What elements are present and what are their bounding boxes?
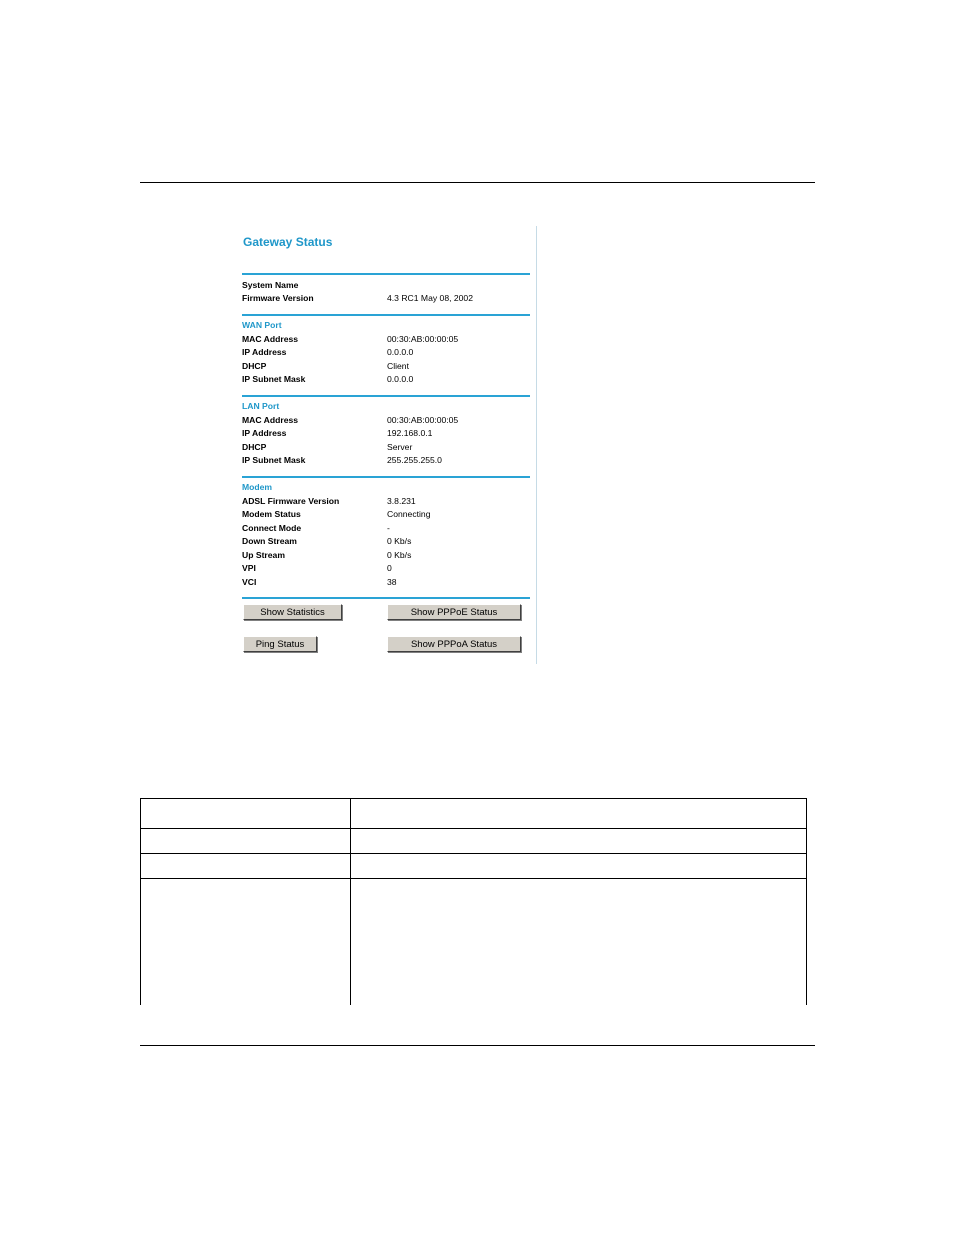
field-label: MAC Address (242, 334, 299, 344)
table-border-left (140, 798, 141, 1005)
show-statistics-button[interactable]: Show Statistics (243, 604, 342, 620)
lan-ip-row (242, 427, 530, 440)
document-table (140, 798, 807, 1005)
field-value: Client (387, 361, 409, 371)
field-label: System Name (242, 280, 299, 290)
field-value: - (387, 523, 390, 533)
field-label: Up Stream (242, 550, 285, 560)
table-row-divider (140, 878, 807, 879)
wan-port-heading: WAN Port (242, 320, 282, 330)
field-label: Connect Mode (242, 523, 302, 533)
field-value: 255.255.255.0 (387, 455, 442, 465)
field-label: IP Subnet Mask (242, 374, 306, 384)
wan-mac-row (242, 333, 530, 346)
field-value: 0 (387, 563, 392, 573)
field-value: Server (387, 442, 413, 452)
lan-dhcp-row (242, 441, 530, 454)
modem-vci-row (242, 576, 530, 589)
table-border-top (140, 798, 807, 799)
field-label: VPI (242, 563, 256, 573)
field-label: MAC Address (242, 415, 299, 425)
field-value: 00:30:AB:00:00:05 (387, 334, 459, 344)
field-value: 3.8.231 (387, 496, 416, 506)
field-label: IP Address (242, 428, 287, 438)
show-pppoa-status-button[interactable]: Show PPPoA Status (387, 636, 521, 652)
field-label: ADSL Firmware Version (242, 496, 340, 506)
wan-ip-row (242, 346, 530, 359)
field-label: VCI (242, 577, 257, 587)
section-divider (242, 476, 530, 478)
field-value: 0.0.0.0 (387, 374, 414, 384)
field-label: Down Stream (242, 536, 297, 546)
ping-status-button[interactable]: Ping Status (243, 636, 317, 652)
field-value: 0.0.0.0 (387, 347, 414, 357)
lan-mac-row (242, 414, 530, 427)
modem-connect-mode-row (242, 522, 530, 535)
table-column-divider (350, 798, 351, 1005)
section-divider (242, 395, 530, 397)
section-divider (242, 597, 530, 599)
field-value: 00:30:AB:00:00:05 (387, 415, 459, 425)
lan-port-heading: LAN Port (242, 401, 280, 411)
lan-subnet-row (242, 454, 530, 467)
modem-downstream-row (242, 535, 530, 548)
modem-upstream-row (242, 549, 530, 562)
field-label: Firmware Version (242, 293, 314, 303)
field-label: Modem Status (242, 509, 301, 519)
field-value: 192.168.0.1 (387, 428, 433, 438)
modem-vpi-row (242, 562, 530, 575)
table-border-right (806, 798, 807, 1005)
section-divider (242, 273, 530, 275)
info-row-system-name (242, 279, 530, 292)
modem-status-row (242, 508, 530, 521)
gateway-status-panel (236, 226, 537, 664)
page-title: Gateway Status (243, 235, 333, 249)
field-value: 0 Kb/s (387, 536, 412, 546)
field-value: 4.3 RC1 May 08, 2002 (387, 293, 473, 303)
show-pppoe-status-button[interactable]: Show PPPoE Status (387, 604, 521, 620)
page-footer-rule (140, 1045, 815, 1046)
field-label: IP Address (242, 347, 287, 357)
modem-firmware-row (242, 495, 530, 508)
field-value: 0 Kb/s (387, 550, 412, 560)
field-value: 38 (387, 577, 397, 587)
field-label: IP Subnet Mask (242, 455, 306, 465)
table-row-divider (140, 828, 807, 829)
wan-dhcp-row (242, 360, 530, 373)
field-label: DHCP (242, 361, 267, 371)
table-row-divider (140, 853, 807, 854)
field-value: Connecting (387, 509, 431, 519)
info-row-firmware-version (242, 292, 530, 305)
wan-subnet-row (242, 373, 530, 386)
field-label: DHCP (242, 442, 267, 452)
modem-heading: Modem (242, 482, 273, 492)
section-divider (242, 314, 530, 316)
page-header-rule (140, 182, 815, 183)
